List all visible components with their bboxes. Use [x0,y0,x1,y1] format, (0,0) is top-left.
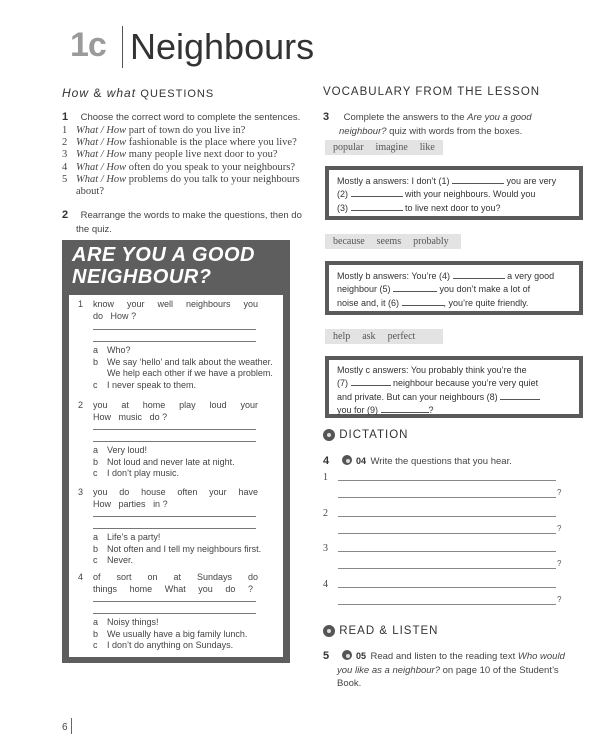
option-b-cont: We help each other if we have a problem. [107,368,273,378]
answer-box-2: Mostly b answers: You’re (4) a very good neighbour (5) you don’t make a lot of noise and, it (6) , you’re quite friendly. [325,261,583,315]
option-b: b Not loud and never late at night. [93,456,235,467]
section-title-dictation: DICTATION [323,429,408,441]
word-box-1: popular imagine like [325,140,443,155]
question-mark: ? [557,595,562,604]
exercise-number: 2 [62,209,69,221]
section-title-what: what [106,86,137,100]
question-mark: ? [557,559,562,568]
exercise-1 [62,107,302,125]
exercise-4 [323,451,583,469]
exercise-1-list [62,125,302,198]
word-box-3: help ask perfect [325,329,443,344]
answer-line[interactable] [93,613,256,614]
word-box-2: because seems probably [325,234,461,249]
exercise-5 [323,646,585,690]
answer-line[interactable] [93,528,256,529]
dictation-line[interactable] [338,568,556,569]
quiz-question-3: 3 [78,487,84,497]
quiz-question-words-2: things home What you do ? [93,584,253,594]
blank-9[interactable] [381,403,429,413]
quiz-question-words: you do house often your have [93,487,258,497]
track-number: 05 [356,651,367,661]
dictation-number: 4 [323,579,328,590]
blank-7[interactable] [351,376,391,386]
quiz-options-3 [93,532,261,567]
audio-cd-icon [323,429,335,441]
option-a: a Noisy things! [93,617,159,627]
list-item-cont: about? [76,186,104,198]
exercise-instruction: Read and listen to the reading text Who would [370,651,565,662]
option-b: b We say ‘hello’ and talk about the weather. [93,356,273,367]
option-c: c I never speak to them. [93,379,197,390]
dictation-line[interactable] [338,516,556,517]
option-c: c I don’t play music. [93,468,180,478]
option-c: c Never. [93,555,134,565]
option-b: b Not often and I tell my neighbours first. [93,543,262,554]
exercise-number: 4 [323,455,330,467]
page-title: Neighbours [130,26,315,67]
dictation-line[interactable] [338,587,556,588]
option-b: b We usually have a big family lunch. [93,628,248,639]
quiz-question-4: 4 [78,572,84,582]
exercise-instruction-cont: the quiz. [76,224,112,235]
option-c: c I don’t do anything on Sundays. [93,640,234,650]
section-title-rest: QUESTIONS [140,88,215,100]
title-divider [122,26,123,68]
exercise-number: 5 [323,650,330,662]
quiz-question-words: of sort on at Sundays do [93,572,258,582]
page-number-divider [71,718,72,734]
section-title-questions [62,86,214,100]
exercise-3 [323,107,583,138]
exercise-number: 1 [62,111,69,123]
exercise-instruction-cont: neighbour? quiz with words from the boxes. [339,126,523,137]
list-item: 2 What / How fashionable is the place where you live? [62,137,297,149]
section-title-vocabulary: VOCABULARY FROM THE LESSON [323,86,541,98]
quiz-question-words: know your well neighbours you [93,299,258,309]
blank-1[interactable] [452,174,504,184]
list-item: 1 What / How part of town do you live in? [62,125,246,136]
answer-box-1: Mostly a answers: I don’t (1) you are very (2) with your neighbours. Would you (3) to live next door to you? [325,166,583,220]
exercise-instruction: Complete the answers to the Are you a good [343,112,532,123]
audio-cd-icon[interactable] [342,455,352,465]
blank-2[interactable] [351,187,403,197]
quiz-question-words-2: How music do ? [93,412,168,422]
option-a: a Very loud! [93,445,148,455]
blank-4[interactable] [453,269,505,279]
exercise-instruction: Rearrange the words to make the questions, then do [80,210,302,221]
quiz-question-2: 2 [78,400,84,410]
exercise-number: 3 [323,111,330,123]
quiz-options-4 [93,617,247,652]
audio-cd-icon [323,625,335,637]
quiz-options-2 [93,445,235,480]
blank-5[interactable] [393,282,437,292]
list-item: 4 What / How often do you speak to your neighbours? [62,161,296,173]
quiz-title: ARE YOU A GOOD NEIGHBOUR? [72,244,255,288]
unit-code: 1c [70,26,106,64]
dictation-number: 3 [323,543,328,554]
section-title-read-listen: READ & LISTEN [323,625,438,637]
quiz-options-1 [93,345,273,391]
blank-8[interactable] [500,390,540,400]
blank-3[interactable] [351,201,403,211]
list-item: 5 What / How problems do you talk to your neighbours [62,173,300,185]
dictation-line[interactable] [338,533,556,534]
quiz-question-words-2: How parties in ? [93,499,168,509]
dictation-line[interactable] [338,480,556,481]
question-mark: ? [557,488,562,497]
option-a: a Who? [93,345,131,355]
audio-cd-icon[interactable] [342,650,352,660]
answer-line[interactable] [93,329,256,330]
question-mark: ? [557,524,562,533]
page-number: 6 [62,722,68,733]
dictation-number: 1 [323,472,328,483]
exercise-2 [62,205,302,236]
dictation-line[interactable] [338,551,556,552]
answer-box-3: Mostly c answers: You probably think you’re the (7) neighbour because you’re very quiet and private. But can your neighbours (8) you for (9) ? [325,356,583,418]
option-a: a Life’s a party! [93,532,161,542]
list-item: 3 What / How many people live next door to you? [62,149,278,161]
blank-6[interactable] [402,296,444,306]
track-number: 04 [356,456,367,466]
answer-line[interactable] [93,516,256,517]
quiz-question-words: you at home play loud your [93,400,258,410]
answer-line[interactable] [93,601,256,602]
exercise-instruction: Choose the correct word to complete the sentences. [80,112,301,123]
answer-line[interactable] [93,341,256,342]
quiz-question-words-2: do How ? [93,311,137,321]
section-title-how: How [62,86,90,100]
quiz-question-1: 1 [78,299,84,309]
answer-line[interactable] [93,441,256,442]
exercise-instruction: Write the questions that you hear. [370,456,512,467]
dictation-number: 2 [323,508,328,519]
section-title-amp: & [93,86,103,100]
exercise-instruction-cont: Book. [337,678,362,689]
dictation-line[interactable] [338,604,556,605]
exercise-instruction-cont: you like as a neighbour? on page 10 of the Student’s [337,665,559,676]
dictation-line[interactable] [338,497,556,498]
answer-line[interactable] [93,429,256,430]
